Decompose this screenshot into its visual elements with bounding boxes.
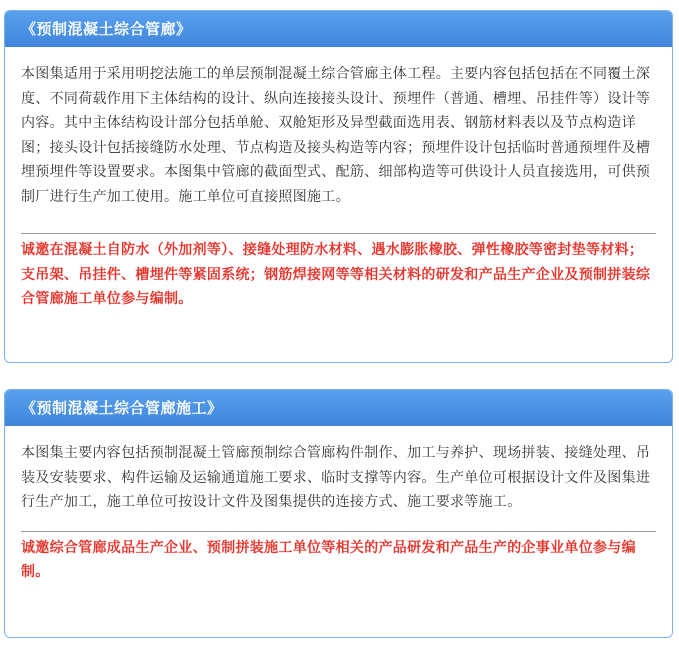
divider xyxy=(21,531,656,532)
card-title: 《预制混凝土综合管廊》 xyxy=(5,11,672,47)
atlas-card-prefab-pipe-gallery xyxy=(4,10,673,363)
card-body xyxy=(5,47,672,312)
card-body xyxy=(5,426,672,585)
card-description: 本图集适用于采用明挖法施工的单层预制混凝土综合管廊主体工程。主要内容包括包括在不同覆土深度、不同荷载作用下主体结构的设计、纵向连接接头设计、预埋件（普通、槽埋、吊挂件等）设计等内容。其中主体结构设计部分包括单舱、双舱矩形及异型截面选用表、钢筋材料表以及节点构造详图；接头设计包括接缝防水处理、节点构造及接头构造等内容；预埋件设计包括临时普通预埋件及槽埋预埋件等设置要求。本图集中管廊的截面型式、配筋、细部构造等可供设计人员直接选用，可供预制厂进行生产加工使用。施工单位可直接照图施工。 xyxy=(21,66,651,205)
card-title: 《预制混凝土综合管廊施工》 xyxy=(5,390,672,426)
invitation-text: 诚邀综合管廊成品生产企业、预制拼装施工单位等相关的产品研发和产品生产的企事业单位参与编制。 xyxy=(21,539,636,580)
card-description: 本图集主要内容包括预制混凝土管廊预制综合管廊构件制作、加工与养护、现场拼装、接缝处理、吊装及安装要求、构件运输及运输通道施工要求、临时支撑等内容。生产单位可根据设计文件及图集进行生产加工，施工单位可按设计文件及图集提供的连接方式、施工要求等施工。 xyxy=(21,445,651,510)
atlas-card-prefab-pipe-gallery-construction xyxy=(4,389,673,638)
divider xyxy=(21,233,656,234)
invitation-text: 诚邀在混凝土自防水（外加剂等）、接缝处理防水材料、遇水膨胀橡胶、弹性橡胶等密封垫等材料；支吊架、吊挂件、槽埋件等紧固系统；钢筋焊接网等等相关材料的研发和产品生产企业及预制拼装综合管廊施工单位参与编制。 xyxy=(21,242,651,307)
